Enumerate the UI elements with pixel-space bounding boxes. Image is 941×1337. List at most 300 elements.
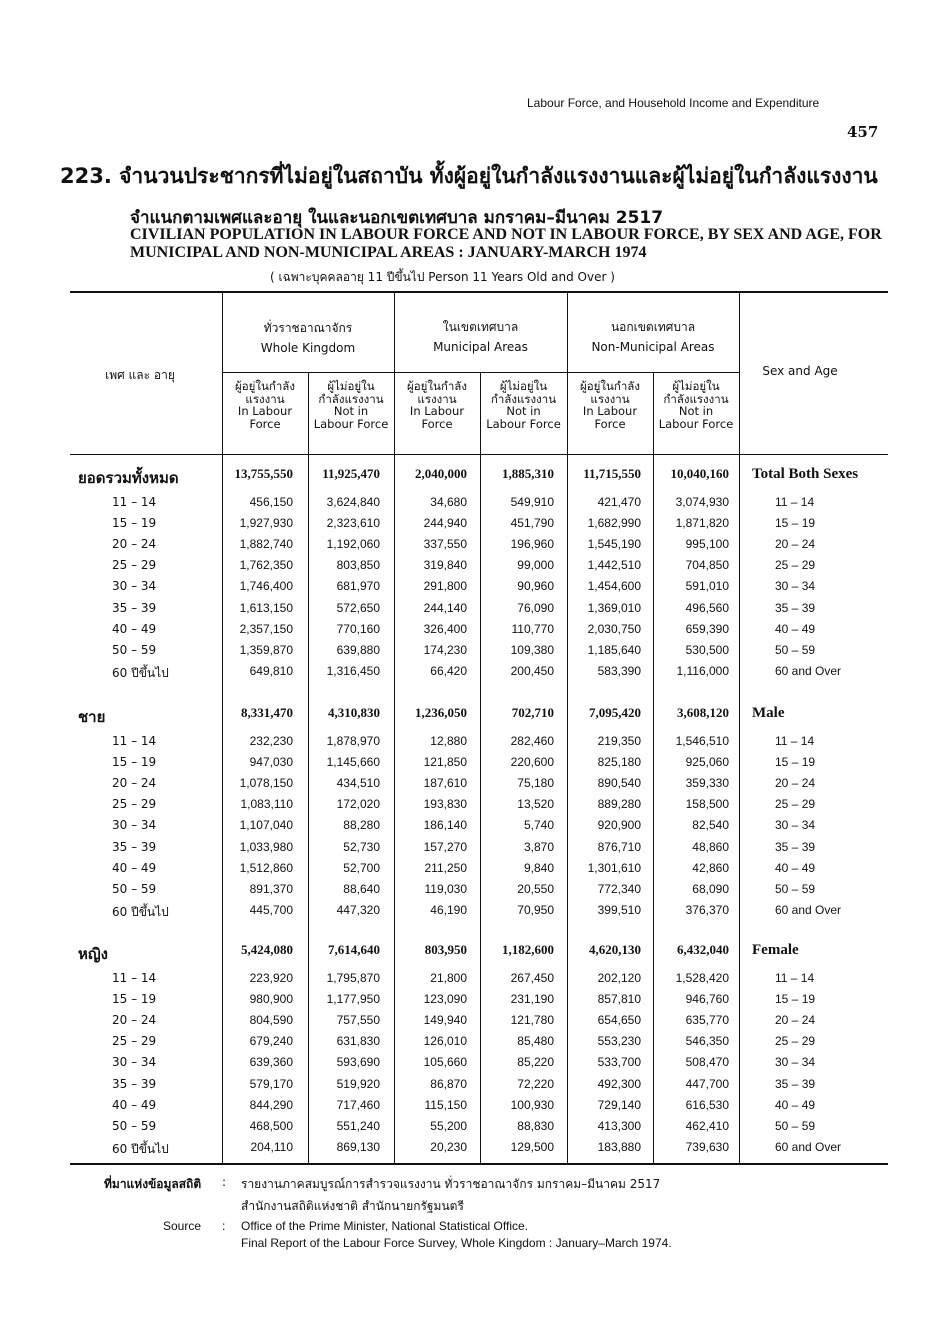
row-label-english: 20 – 24 — [775, 776, 816, 791]
row-label-english: 30 – 34 — [775, 579, 816, 594]
row-label-english: Female — [752, 942, 799, 958]
table-cell: 231,190 — [510, 992, 554, 1007]
table-cell: 232,230 — [249, 734, 293, 748]
table-cell: 90,960 — [517, 579, 554, 594]
source-english-line1: Office of the Prime Minister, National Statistical Office. — [241, 1219, 529, 1233]
row-label-thai: 40 – 49 — [112, 1097, 157, 1112]
table-cell: 1,078,150 — [239, 776, 293, 791]
table-row — [0, 776, 941, 798]
table-cell: 7,095,420 — [589, 705, 641, 720]
row-label-thai: 35 – 39 — [112, 1076, 157, 1091]
table-cell: 223,920 — [249, 971, 293, 985]
table-cell: 11,715,550 — [583, 466, 641, 481]
table-cell: 1,882,740 — [239, 537, 293, 552]
table-row — [0, 1140, 941, 1162]
table-cell: 2,030,750 — [587, 621, 641, 636]
row-label-thai: 15 – 19 — [112, 992, 157, 1007]
table-cell: 110,770 — [511, 621, 554, 636]
table-row — [0, 992, 941, 1014]
row-label-english: 40 – 49 — [775, 860, 816, 875]
table-cell: 13,520 — [517, 797, 554, 812]
table-cell: 1,236,050 — [415, 705, 467, 720]
table-cell: 196,960 — [510, 537, 554, 552]
table-cell: 121,850 — [423, 755, 467, 770]
table-cell: 1,878,970 — [326, 734, 380, 748]
table-cell: 291,800 — [423, 579, 467, 594]
table-row — [0, 1055, 941, 1077]
table-cell: 639,880 — [336, 642, 380, 657]
table-row — [0, 558, 941, 580]
table-cell: 995,100 — [685, 537, 729, 552]
row-label-english: 40 – 49 — [775, 621, 816, 636]
table-cell: 496,560 — [685, 600, 729, 615]
table-cell: 5,424,080 — [241, 942, 293, 957]
table-cell: 399,510 — [597, 902, 641, 917]
table-cell: 451,790 — [510, 516, 554, 531]
row-label-english: 60 and Over — [775, 902, 842, 917]
table-cell: 572,650 — [336, 600, 380, 615]
table-cell: 244,940 — [423, 516, 467, 531]
table-cell: 639,360 — [249, 1055, 293, 1070]
table-cell: 52,700 — [343, 860, 380, 875]
row-label-thai: 30 – 34 — [112, 1055, 157, 1070]
row-label-thai: 30 – 34 — [112, 818, 157, 833]
header-sex-age-english: Sex and Age — [762, 364, 838, 378]
table-row — [0, 818, 941, 840]
table-cell: 48,860 — [692, 839, 729, 854]
table-cell: 891,370 — [249, 881, 293, 896]
group-municipal-english: Municipal Areas — [433, 340, 528, 354]
table-cell: 85,220 — [517, 1055, 554, 1070]
table-cell: 52,730 — [343, 839, 380, 854]
table-cell: 376,370 — [685, 902, 729, 917]
table-cell: 202,120 — [597, 971, 641, 985]
table-cell: 88,280 — [343, 818, 380, 833]
table-cell: 702,710 — [511, 705, 554, 720]
table-cell: 13,755,550 — [234, 466, 293, 481]
row-label-thai: 50 – 59 — [112, 1118, 157, 1133]
table-cell: 1,301,610 — [587, 860, 641, 875]
table-cell: 123,090 — [423, 992, 467, 1007]
row-label-english: 11 – 14 — [775, 734, 815, 748]
table-cell: 546,350 — [685, 1034, 729, 1049]
row-label-english: 35 – 39 — [775, 600, 816, 615]
table-cell: 66,420 — [430, 663, 467, 678]
subheader-in-labour-force: ผู้อยู่ในกำลัง แรงงาน In Labour Force — [235, 379, 295, 431]
table-cell: 55,200 — [430, 1118, 467, 1133]
row-label-english: 30 – 34 — [775, 818, 816, 833]
table-cell: 1,083,110 — [240, 797, 293, 812]
row-label-english: 25 – 29 — [775, 797, 816, 812]
table-cell: 1,185,640 — [587, 642, 641, 657]
table-title-thai: 223. จำนวนประชากรที่ไม่อยู่ในสถาบัน ทั้งผู้อยู่ในกำลังแรงงานและผู้ไม่อยู่ในกำลังแรงงาน — [60, 164, 878, 188]
table-cell: 717,460 — [336, 1097, 380, 1112]
table-cell: 9,840 — [523, 860, 554, 875]
header-bottom-rule — [70, 454, 888, 455]
table-cell: 3,608,120 — [677, 705, 729, 720]
table-row — [0, 1119, 941, 1141]
group-whole-kingdom-thai: ทั่วราชอาณาจักร — [263, 321, 353, 335]
row-label-english: 50 – 59 — [775, 1118, 816, 1133]
source-label-english: Source — [163, 1219, 202, 1233]
table-cell: 99,000 — [517, 558, 554, 573]
table-cell: 1,033,980 — [239, 839, 293, 854]
row-label-thai: 40 – 49 — [112, 860, 157, 875]
row-label-thai: 60 ปีขึ้นไป — [112, 1141, 169, 1156]
row-label-thai: 20 – 24 — [112, 776, 157, 791]
table-cell: 1,116,000 — [676, 663, 729, 678]
table-cell: 337,550 — [423, 537, 467, 552]
row-label-thai: 60 ปีขึ้นไป — [112, 665, 169, 680]
table-cell: 12,880 — [430, 734, 467, 748]
table-cell: 7,614,640 — [328, 942, 380, 957]
table-cell: 803,850 — [336, 558, 380, 573]
table-cell: 3,074,930 — [675, 495, 729, 509]
table-cell: 2,323,610 — [326, 516, 380, 531]
table-cell: 946,760 — [685, 992, 729, 1007]
table-cell: 1,613,150 — [239, 600, 293, 615]
table-cell: 149,940 — [423, 1013, 467, 1028]
table-cell: 11,925,470 — [322, 466, 380, 481]
table-cell: 129,500 — [510, 1139, 554, 1154]
table-cell: 1,316,450 — [326, 663, 380, 678]
table-cell: 186,140 — [423, 818, 467, 833]
subheader-in-labour-force: ผู้อยู่ในกำลัง แรงงาน In Labour Force — [580, 379, 640, 431]
table-cell: 1,442,510 — [587, 558, 641, 573]
table-total-row — [0, 705, 941, 727]
source-english-line2: Final Report of the Labour Force Survey, Whole Kingdom : January–March 1974. — [241, 1236, 672, 1250]
table-bottom-rule — [70, 1163, 888, 1165]
table-total-row — [0, 466, 941, 488]
table-row — [0, 734, 941, 756]
table-cell: 187,610 — [423, 776, 467, 791]
table-row — [0, 643, 941, 665]
table-cell: 1,369,010 — [587, 600, 641, 615]
table-cell: 4,310,830 — [328, 705, 380, 720]
table-cell: 1,927,930 — [239, 516, 293, 531]
table-cell: 42,860 — [692, 860, 729, 875]
table-cell: 530,500 — [685, 642, 729, 657]
table-cell: 1,512,860 — [239, 860, 293, 875]
table-cell: 533,700 — [597, 1055, 641, 1070]
table-row — [0, 903, 941, 925]
table-cell: 72,220 — [517, 1076, 554, 1091]
source-label-thai: ที่มาแห่งข้อมูลสถิติ — [104, 1177, 202, 1191]
row-label-english: 50 – 59 — [775, 642, 816, 657]
row-label-english: Total Both Sexes — [752, 466, 859, 482]
table-cell: 980,900 — [249, 992, 293, 1007]
table-cell: 68,090 — [692, 881, 729, 896]
row-label-thai: 20 – 24 — [112, 537, 157, 552]
table-row — [0, 1077, 941, 1099]
row-label-thai: 15 – 19 — [112, 755, 157, 770]
table-cell: 869,130 — [336, 1139, 380, 1154]
table-cell: 447,700 — [685, 1076, 729, 1091]
table-cell: 115,150 — [424, 1097, 467, 1112]
table-row — [0, 601, 941, 623]
table-cell: 75,180 — [517, 776, 554, 791]
table-cell: 553,230 — [597, 1034, 641, 1049]
table-cell: 282,460 — [510, 734, 554, 748]
table-row — [0, 1098, 941, 1120]
table-cell: 825,180 — [597, 755, 641, 770]
table-cell: 890,540 — [597, 776, 641, 791]
table-cell: 1,182,600 — [502, 942, 554, 957]
table-cell: 876,710 — [597, 839, 641, 854]
row-label-thai: 50 – 59 — [112, 642, 157, 657]
table-cell: 593,690 — [336, 1055, 380, 1070]
table-cell: 631,830 — [336, 1034, 380, 1049]
table-cell: 579,170 — [249, 1076, 293, 1091]
row-label-english: 60 and Over — [775, 1139, 842, 1154]
table-cell: 468,500 — [249, 1118, 293, 1133]
table-cell: 583,390 — [597, 663, 641, 678]
group-whole-kingdom-english: Whole Kingdom — [260, 341, 356, 355]
table-total-row — [0, 942, 941, 964]
table-cell: 1,546,510 — [675, 734, 729, 748]
table-cell: 772,340 — [597, 881, 641, 896]
table-row — [0, 622, 941, 644]
table-cell: 6,432,040 — [677, 942, 729, 957]
table-cell: 183,880 — [597, 1139, 641, 1154]
table-cell: 549,910 — [510, 495, 554, 509]
table-row — [0, 516, 941, 538]
table-cell: 1,871,820 — [675, 516, 729, 531]
table-cell: 679,240 — [249, 1034, 293, 1049]
table-cell: 445,700 — [249, 902, 293, 917]
table-cell: 326,400 — [423, 621, 467, 636]
table-cell: 803,950 — [424, 942, 467, 957]
table-top-rule — [70, 291, 888, 293]
table-cell: 739,630 — [685, 1139, 729, 1154]
table-cell: 100,930 — [510, 1097, 554, 1112]
table-cell: 88,640 — [343, 881, 380, 896]
row-label-english: 25 – 29 — [775, 1034, 816, 1049]
table-cell: 172,020 — [336, 797, 380, 812]
row-label-thai: หญิง — [78, 945, 108, 963]
row-label-english: 11 – 14 — [775, 495, 815, 509]
table-cell: 193,830 — [423, 797, 467, 812]
group-non-municipal-thai: นอกเขตเทศบาล — [610, 320, 696, 334]
table-cell: 88,830 — [517, 1118, 554, 1133]
table-row — [0, 664, 941, 686]
row-label-thai: 25 – 29 — [112, 1034, 157, 1049]
table-cell: 46,190 — [430, 902, 467, 917]
table-cell: 1,885,310 — [502, 466, 554, 481]
table-cell: 20,230 — [430, 1139, 467, 1154]
table-cell: 947,030 — [249, 755, 293, 770]
table-cell: 704,850 — [685, 558, 729, 573]
table-cell: 70,950 — [517, 902, 554, 917]
subheader-not-in-labour-force: ผู้ไม่อยู่ใน กำลังแรงงาน Not in Labour Force — [313, 379, 389, 431]
table-cell: 492,300 — [597, 1076, 641, 1091]
table-cell: 519,920 — [336, 1076, 380, 1091]
table-cell: 654,650 — [597, 1013, 641, 1028]
source-colon: : — [222, 1175, 227, 1189]
table-cell: 844,290 — [249, 1097, 293, 1112]
table-cell: 649,810 — [249, 663, 293, 678]
row-label-thai: ชาย — [78, 708, 106, 726]
table-cell: 770,160 — [336, 621, 380, 636]
table-cell: 1,545,190 — [587, 537, 641, 552]
row-label-thai: 35 – 39 — [112, 839, 157, 854]
table-cell: 1,359,870 — [239, 642, 293, 657]
table-cell: 659,390 — [685, 621, 729, 636]
table-cell: 319,840 — [423, 558, 467, 573]
table-cell: 200,450 — [510, 663, 554, 678]
table-cell: 3,624,840 — [326, 495, 380, 509]
row-label-english: 20 – 24 — [775, 1013, 816, 1028]
table-cell: 591,010 — [685, 579, 729, 594]
table-title-thai-line2: จำแนกตามเพศและอายุ ในและนอกเขตเทศบาล มกราคม–มีนาคม 2517 — [130, 208, 664, 228]
table-row — [0, 495, 941, 517]
table-cell: 1,177,950 — [326, 992, 380, 1007]
table-cell: 434,510 — [336, 776, 380, 791]
table-cell: 82,540 — [692, 818, 729, 833]
table-cell: 1,145,660 — [326, 755, 380, 770]
row-label-english: 20 – 24 — [775, 537, 816, 552]
row-label-english: 25 – 29 — [775, 558, 816, 573]
row-label-english: 35 – 39 — [775, 1076, 816, 1091]
table-cell: 109,380 — [510, 642, 554, 657]
table-cell: 158,500 — [685, 797, 729, 812]
row-label-english: 15 – 19 — [775, 755, 816, 770]
table-cell: 10,040,160 — [670, 466, 729, 481]
table-cell: 4,620,130 — [589, 942, 641, 957]
group-municipal-thai: ในเขตเทศบาล — [442, 320, 519, 334]
table-cell: 925,060 — [685, 755, 729, 770]
table-cell: 126,010 — [423, 1034, 467, 1049]
row-label-english: 40 – 49 — [775, 1097, 816, 1112]
table-cell: 105,660 — [423, 1055, 467, 1070]
table-title-english: CIVILIAN POPULATION IN LABOUR FORCE AND NOT IN LABOUR FORCE, BY SEX AND AGE, FOR MUNICIPAL AND NON-MUNICIPAL AREAS : JANUARY-MARCH 1974 — [130, 226, 882, 261]
table-cell: 1,762,350 — [239, 558, 293, 573]
row-label-english: 15 – 19 — [775, 992, 816, 1007]
table-cell: 121,780 — [510, 1013, 554, 1028]
row-label-english: 11 – 14 — [775, 971, 815, 985]
row-label-english: 50 – 59 — [775, 881, 816, 896]
table-row — [0, 537, 941, 559]
row-label-thai: 11 – 14 — [112, 734, 157, 748]
table-row — [0, 1013, 941, 1035]
table-cell: 857,810 — [597, 992, 641, 1007]
table-row — [0, 579, 941, 601]
table-cell: 2,357,150 — [239, 621, 293, 636]
subheader-not-in-labour-force: ผู้ไม่อยู่ใน กำลังแรงงาน Not in Labour Force — [658, 379, 734, 431]
table-cell: 211,250 — [424, 860, 467, 875]
group-non-municipal-english: Non-Municipal Areas — [591, 340, 715, 354]
table-cell: 1,746,400 — [239, 579, 293, 594]
row-label-thai: ยอดรวมทั้งหมด — [78, 469, 179, 487]
table-cell: 551,240 — [336, 1118, 380, 1133]
subheader-not-in-labour-force: ผู้ไม่อยู่ใน กำลังแรงงาน Not in Labour Force — [486, 379, 561, 431]
table-cell: 635,770 — [685, 1013, 729, 1028]
table-cell: 34,680 — [430, 495, 467, 509]
table-cell: 616,530 — [685, 1097, 729, 1112]
table-cell: 119,030 — [424, 881, 467, 896]
running-head: Labour Force, and Household Income and Expenditure — [527, 96, 820, 110]
table-cell: 244,140 — [423, 600, 467, 615]
source-thai-line1: รายงานภาคสมบูรณ์การสำรวจแรงงาน ทั่วราชอาณาจักร มกราคม–มีนาคม 2517 — [241, 1177, 661, 1191]
table-cell: 85,480 — [517, 1034, 554, 1049]
table-row — [0, 882, 941, 904]
row-label-thai: 35 – 39 — [112, 600, 157, 615]
table-row — [0, 840, 941, 862]
table-cell: 219,350 — [597, 734, 641, 748]
row-label-english: Male — [752, 705, 785, 721]
table-cell: 413,300 — [597, 1118, 641, 1133]
table-cell: 681,970 — [336, 579, 380, 594]
row-label-english: 35 – 39 — [775, 839, 816, 854]
source-colon: : — [222, 1219, 226, 1233]
table-cell: 447,320 — [336, 902, 380, 917]
table-cell: 920,900 — [597, 818, 641, 833]
row-label-thai: 50 – 59 — [112, 881, 157, 896]
table-cell: 3,870 — [523, 839, 554, 854]
table-cell: 1,107,040 — [239, 818, 293, 833]
table-subtitle: ( เฉพาะบุคคลอายุ 11 ปีขึ้นไป Person 11 Years Old and Over ) — [270, 270, 615, 284]
table-row — [0, 861, 941, 883]
table-cell: 157,270 — [423, 839, 467, 854]
table-cell: 421,470 — [597, 495, 641, 509]
table-cell: 462,410 — [685, 1118, 729, 1133]
table-cell: 76,090 — [517, 600, 554, 615]
table-cell: 174,230 — [423, 642, 467, 657]
table-cell: 1,454,600 — [587, 579, 641, 594]
table-cell: 1,192,060 — [326, 537, 380, 552]
table-cell: 729,140 — [597, 1097, 641, 1112]
row-label-thai: 15 – 19 — [112, 516, 157, 531]
table-cell: 508,470 — [685, 1055, 729, 1070]
row-label-thai: 25 – 29 — [112, 558, 157, 573]
page-number: 457 — [847, 123, 879, 141]
row-label-thai: 60 ปีขึ้นไป — [112, 904, 169, 919]
table-cell: 359,330 — [685, 776, 729, 791]
header-sex-age-thai: เพศ และ อายุ — [105, 368, 175, 382]
row-label-thai: 40 – 49 — [112, 621, 157, 636]
table-cell: 204,110 — [250, 1139, 293, 1154]
row-label-thai: 20 – 24 — [112, 1013, 157, 1028]
row-label-thai: 11 – 14 — [112, 495, 157, 509]
subheader-in-labour-force: ผู้อยู่ในกำลัง แรงงาน In Labour Force — [407, 379, 467, 431]
table-cell: 1,795,870 — [326, 971, 380, 985]
table-cell: 456,150 — [249, 495, 293, 509]
source-thai-line2: สำนักงานสถิติแห่งชาติ สำนักนายกรัฐมนตรี — [241, 1199, 464, 1213]
table-cell: 1,528,420 — [675, 971, 729, 985]
table-cell: 2,040,000 — [415, 466, 467, 481]
row-label-english: 15 – 19 — [775, 516, 816, 531]
table-row — [0, 755, 941, 777]
row-label-thai: 30 – 34 — [112, 579, 157, 594]
table-cell: 267,450 — [510, 971, 554, 985]
table-cell: 889,280 — [597, 797, 641, 812]
table-cell: 5,740 — [523, 818, 554, 833]
table-cell: 757,550 — [336, 1013, 380, 1028]
table-cell: 86,870 — [430, 1076, 467, 1091]
table-cell: 220,600 — [510, 755, 554, 770]
row-label-english: 30 – 34 — [775, 1055, 816, 1070]
table-row — [0, 971, 941, 993]
table-cell: 8,331,470 — [241, 705, 293, 720]
table-cell: 21,800 — [430, 971, 467, 985]
table-cell: 804,590 — [249, 1013, 293, 1028]
row-label-english: 60 and Over — [775, 663, 842, 678]
table-row — [0, 1034, 941, 1056]
table-row — [0, 797, 941, 819]
table-cell: 20,550 — [517, 881, 554, 896]
row-label-thai: 25 – 29 — [112, 797, 157, 812]
table-cell: 1,682,990 — [587, 516, 641, 531]
